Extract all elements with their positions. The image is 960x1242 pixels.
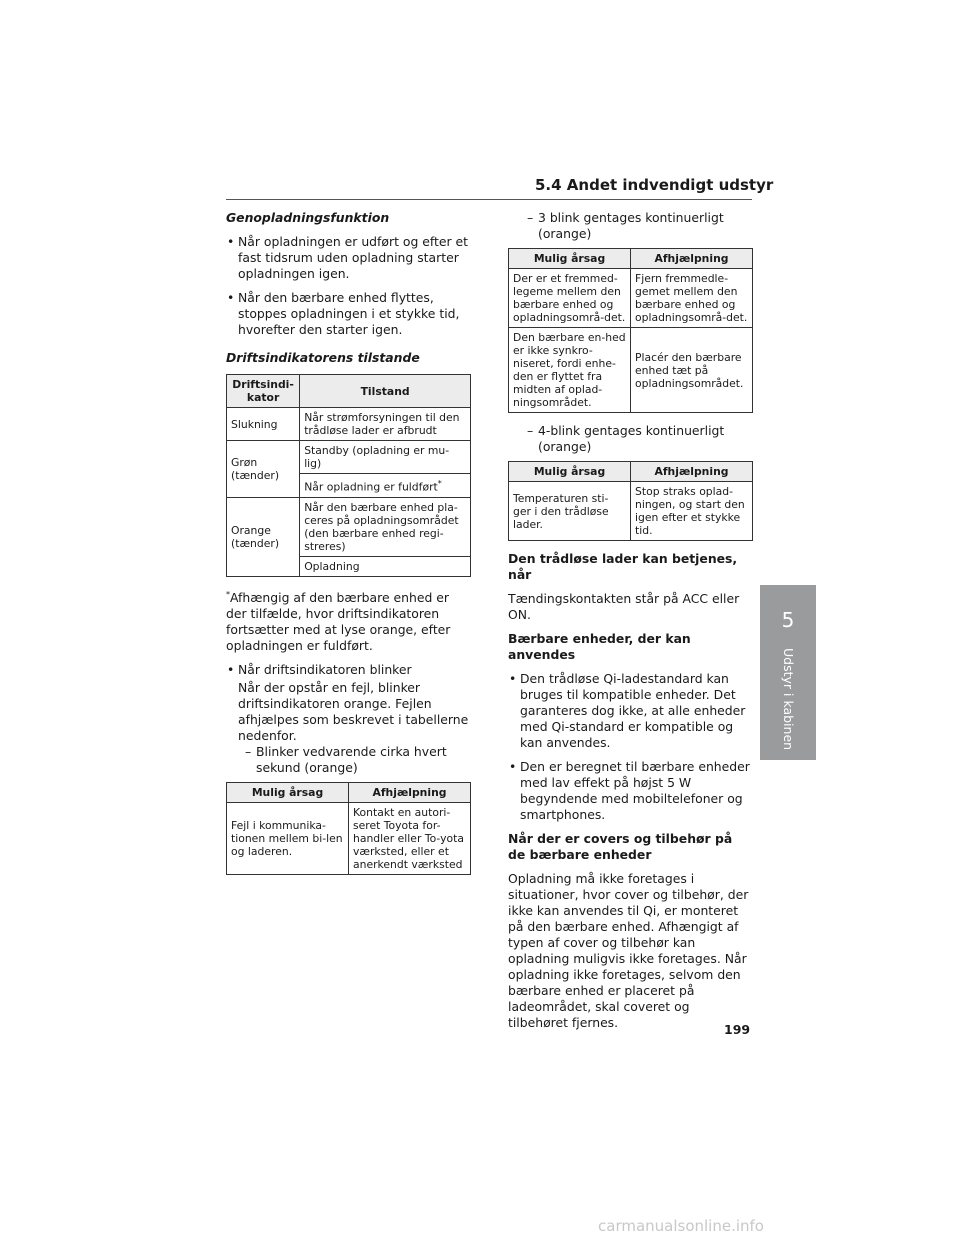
error-table-3 xyxy=(508,461,753,541)
error-table-2 xyxy=(508,248,753,413)
table-cell: Den bærbare en-hed er ikke synkro-niseret, fordi enhe-den er flyttet fra midten af oplad-ningsområdet. xyxy=(509,328,631,413)
covers-heading: Når der er covers og tilbehør på de bærbare enheder xyxy=(508,831,733,862)
table-row xyxy=(509,328,753,413)
table-header: Afhjælpning xyxy=(349,782,471,802)
section-title: 5.4 Andet indvendigt udstyr xyxy=(535,176,774,194)
footnote-text: Afhængig af den bærbare enhed er der tilfælde, hvor driftsindikatoren fortsætter med at lyse orange, efter opladningen er fuldført. xyxy=(226,589,451,653)
table-row xyxy=(227,408,471,441)
table-header: Mulig årsag xyxy=(509,249,631,269)
dash-mark: – xyxy=(245,743,252,759)
table-cell: Der er et fremmed-legeme mellem den bærbare enhed og opladningsområ-det. xyxy=(509,269,631,328)
devices-heading: Bærbare enheder, der kan anvendes xyxy=(508,631,691,662)
dash-text: 3 blink gentages kontinuerligt (orange) xyxy=(538,210,724,241)
table-cell: Temperaturen sti-ger i den trådløse lader. xyxy=(509,482,631,541)
blink-text: Når der opstår en fejl, blinker driftsindikatoren orange. Fejlen afhjælpes som beskrevet i tabellerne nedenfor. xyxy=(238,679,469,743)
dash-mark: – xyxy=(527,423,534,438)
table-cell: Fjern fremmedle-gemet mellem den bærbare enhed og opladningsområ-det. xyxy=(631,269,753,328)
chapter-number: 5 xyxy=(781,608,795,632)
table-cell: Standby (opladning er mu-lig) xyxy=(300,441,471,474)
table-header: Driftsindi-kator xyxy=(227,375,300,408)
table-header: Afhjælpning xyxy=(631,462,753,482)
right-column xyxy=(508,210,753,1039)
table-row xyxy=(227,802,471,874)
list-item: • Den trådløse Qi-ladestandard kan bruges til kompatible enheder. Det garanteres dog ikke, at alle enheder med Qi-standard er kompatible og kan anvendes. xyxy=(508,671,753,751)
dash-item xyxy=(508,210,753,242)
header-rule xyxy=(226,199,752,200)
dash-item xyxy=(226,744,471,776)
footnote xyxy=(226,587,471,654)
table-header: Tilstand xyxy=(300,375,471,408)
list-item: • Den er beregnet til bærbare enheder med lav effekt på højst 5 W begyndende med mobiltelefoner og smartphones. xyxy=(508,759,753,823)
list-item: • Når opladningen er udført og efter et fast tidsrum uden opladning starter opladningen igen. xyxy=(226,234,471,282)
operate-text: Tændingskontakten står på ACC eller ON. xyxy=(508,591,740,622)
covers-text: Opladning må ikke foretages i situationer, hvor cover og tilbehør, der ikke kan anvendes til Qi, er monteret på den bærbare enhed. Afhængigt af typen af cover og tilbehør kan opladning muligvis ikke foretages. Når opladning ikke foretages, selvom den bærbare enhed er placeret på ladeområdet, skal coveret og tilbehøret fjernes. xyxy=(508,871,749,1030)
list-item: • Når den bærbare enhed flyttes, stoppes opladningen i et stykke tid, hvorefter den starter igen. xyxy=(226,290,471,338)
footnote-marker: * xyxy=(226,589,230,599)
dash-mark: – xyxy=(527,210,534,225)
footnote-marker: * xyxy=(437,479,442,488)
table-cell: Grøn (tænder) xyxy=(227,441,300,498)
list-item: • Når driftsindikatoren blinker xyxy=(226,662,471,678)
table-row xyxy=(227,497,471,556)
status-table xyxy=(226,374,471,577)
table-cell: Når den bærbare enhed pla-ceres på opladningsområdet (den bærbare enhed regi-streres) xyxy=(300,497,471,556)
genopladning-heading: Genopladningsfunktion xyxy=(226,210,390,225)
dash-item xyxy=(508,423,753,455)
table-header: Mulig årsag xyxy=(227,782,349,802)
table-cell: Kontakt en autori-seret Toyota for-handler eller To-yota værksted, eller et anerkendt værksted xyxy=(349,802,471,874)
dash-text: Blinker vedvarende cirka hvert sekund (orange) xyxy=(256,743,447,775)
table-cell: Fejl i kommunika-tionen mellem bi-len og laderen. xyxy=(227,802,349,874)
left-column xyxy=(226,210,471,885)
status-heading: Driftsindikatorens tilstande xyxy=(226,350,420,365)
table-cell-text: Når opladning er fuldført xyxy=(304,480,438,494)
dash-text: 4-blink gentages kontinuerligt (orange) xyxy=(538,423,725,454)
table-cell: Opladning xyxy=(300,556,471,576)
chapter-label: Udstyr i kabinen xyxy=(781,648,796,751)
table-row xyxy=(227,441,471,474)
table-cell: Orange (tænder) xyxy=(227,497,300,576)
page-number: 199 xyxy=(724,1022,751,1037)
table-cell: Stop straks oplad-ningen, og start den igen efter et stykke tid. xyxy=(631,482,753,541)
table-cell: Slukning xyxy=(227,408,300,441)
operate-heading: Den trådløse lader kan betjenes, når xyxy=(508,551,738,582)
error-table-1 xyxy=(226,782,471,875)
table-cell: Når strømforsyningen til den trådløse lader er afbrudt xyxy=(300,408,471,441)
table-header: Afhjælpning xyxy=(631,249,753,269)
watermark: carmanualsonline.info xyxy=(598,1217,764,1235)
table-row xyxy=(509,269,753,328)
table-row xyxy=(509,482,753,541)
table-header: Mulig årsag xyxy=(509,462,631,482)
table-cell: Placér den bærbare enhed tæt på opladningsområdet. xyxy=(631,328,753,413)
table-cell xyxy=(300,474,471,498)
